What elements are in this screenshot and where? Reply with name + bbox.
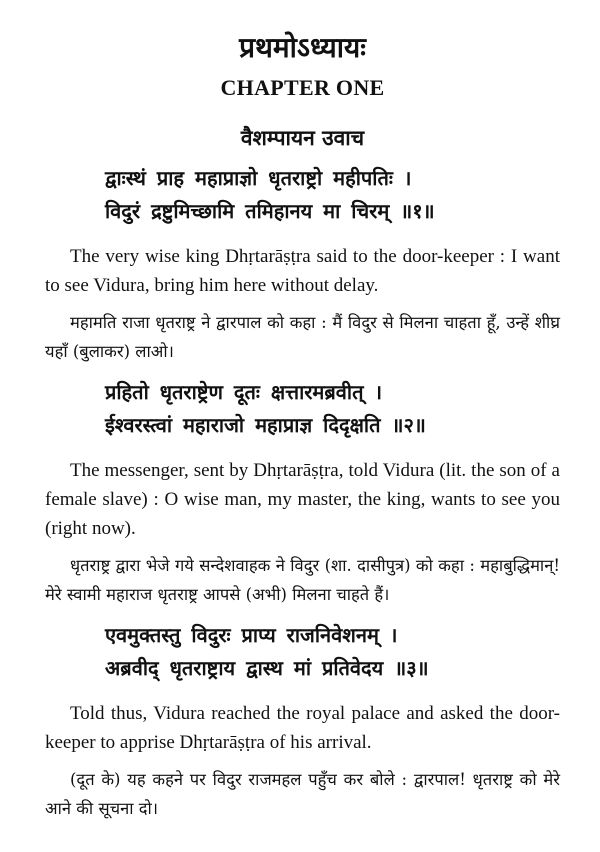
english-chapter-title: CHAPTER ONE — [220, 75, 385, 100]
hindi-translation-2: धृतराष्ट्र द्वारा भेजे गये सन्देशवाहक ने विदुर (शा. दासीपुत्र) को कहा : महाबुद्धिमान्! मेरे स्वामी महाराज धृतराष्ट्र आपसे (अभी) मिलना चाहते हैं। — [45, 556, 560, 604]
verse-1 — [45, 162, 560, 228]
verse-line: एवमुक्तस्तु विदुरः प्राप्य राजनिवेशनम् । — [105, 623, 398, 647]
english-translation-3: Told thus, Vidura reached the royal palace and asked the door-keeper to apprise Dhṛtarāṣṭra of his arrival. — [45, 703, 560, 753]
verse-line: विदुरं द्रष्टुमिच्छामि तमिहानय मा चिरम् ॥१॥ — [105, 199, 435, 223]
sanskrit-chapter-title: प्रथमोऽध्यायः — [239, 31, 366, 64]
verse-2 — [45, 376, 560, 442]
verse-line: द्वाःस्थं प्राह महाप्राज्ञो धृतराष्ट्रो महीपतिः । — [105, 166, 412, 190]
hindi-translation-3: (दूत के) यह कहने पर विदुर राजमहल पहुँच कर बोले : द्वारपाल! धृतराष्ट्र को मेरे आने की सूचना दो। — [45, 770, 560, 818]
verse-3 — [45, 619, 560, 685]
verse-line: ईश्वरस्त्वां महाराजो महाप्राज्ञ दिदृक्षति ॥२॥ — [105, 413, 426, 437]
english-translation-1: The very wise king Dhṛtarāṣṭra said to the door-keeper : I want to see Vidura, bring him here without delay. — [45, 246, 560, 296]
speaker-heading: वैशम्पायन उवाच — [240, 125, 365, 150]
verse-line: प्रहितो धृतराष्ट्रेण दूतः क्षत्तारमब्रवीत् । — [105, 380, 383, 404]
hindi-translation-1: महामति राजा धृतराष्ट्र ने द्वारपाल को कहा : मैं विदुर से मिलना चाहता हूँ, उन्हें शीघ्र यहाँ (बुलाकर) लाओ। — [45, 313, 560, 361]
verse-line: अब्रवीद् धृतराष्ट्राय द्वास्थ मां प्रतिवेदय ॥३॥ — [105, 656, 429, 680]
english-translation-2: The messenger, sent by Dhṛtarāṣṭra, told Vidura (lit. the son of a female slave) : O wise man, my master, the king, wants to see you (right now). — [45, 460, 560, 539]
